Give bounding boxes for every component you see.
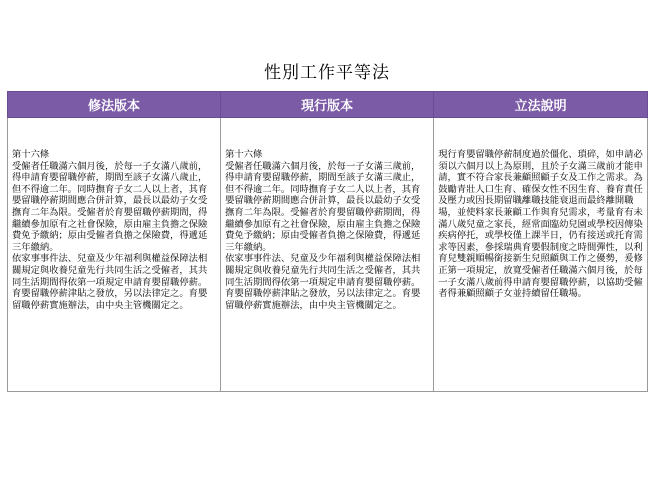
header-amended-version: 修法版本 xyxy=(8,92,221,118)
paragraph-3: 育嬰留職停薪津貼之發放，另以法律定之。育嬰留職停薪實施辦法，由中央主管機關定之。 xyxy=(225,288,421,311)
header-legislative-explanation: 立法說明 xyxy=(434,92,648,118)
paragraph-3: 育嬰留職停薪津貼之發放，另以法律定之。育嬰留職停薪實施辦法，由中央主管機關定之。 xyxy=(12,288,208,311)
document-title: 性別工作平等法 xyxy=(264,63,390,83)
article-number: 第十六條 xyxy=(225,149,263,160)
paragraph-1: 受僱者任職滿六個月後，於每一子女滿八歲前，得申請育嬰留職停薪，期間至該子女滿八歲止，但不得逾二年。同時撫育子女二人以上者，其育嬰留職停薪期間應合併計算，最長以最幼子女受撫育二年為限。受僱者於育嬰留職停薪期間，得繼續參加原有之社會保險，原由雇主負擔之保險費免予繳納；原由受僱者負擔之保險費，得遞延三年繳納。 xyxy=(12,160,208,253)
cell-legislative-explanation xyxy=(434,118,648,392)
paragraph-1: 受僱者任職滿六個月後，於每一子女滿三歲前，得申請育嬰留職停薪，期間至該子女滿三歲止，但不得逾二年。同時撫育子女二人以上者，其育嬰留職停薪期間應合併計算，最長以最幼子女受撫育二年為限。受僱者於育嬰留職停薪期間，得繼續參加原有之社會保險，原由雇主負擔之保險費免予繳納；原由受僱者負擔之保險費，得遞延三年繳納。 xyxy=(225,160,421,253)
cell-current-version xyxy=(221,118,434,392)
comparison-table xyxy=(7,91,648,392)
explanation-text: 現行育嬰留職停薪制度過於僵化、瑣碎，如申請必須以六個月以上為原則，且於子女滿三歲前才能申請，實不符合家長兼顧照顧子女及工作之需求。為鼓勵青壯人口生育、確保女性不因生育、養育責任及壓力或因長期留職離職技能衰退而最終離開職場，並使料家長兼顧工作與育兒需求，考量育有未滿八歲兒童之家長，經常面臨幼兒園或學校因傳染疾病停托，或學校僅上課半日，仍有接送或托育需求等因素，參採瑞典育嬰假制度之時間彈性，以利育兒雙親順暢銜接新生兒照顧與工作之優勢，爰修正第一項規定，放寬受僱者任職滿六個月後，於每一子女滿八歲前得申請育嬰留職停薪，以協助受僱者得兼顧照顧子女並持續留任職場。 xyxy=(438,149,643,300)
paragraph-2: 依家事事件法、兒童及少年福利與權益保障法相關規定與收養兒童先行共同生活之受僱者，其共同生活期間得依第一項規定申請育嬰留職停薪。 xyxy=(225,253,421,288)
article-number: 第十六條 xyxy=(12,149,50,160)
table-row xyxy=(8,118,648,392)
cell-amended-version xyxy=(8,118,221,392)
paragraph-2: 依家事事件法、兒童及少年福利與權益保障法相關規定與收養兒童先行共同生活之受僱者，其共同生活期間得依第一項規定申請育嬰留職停薪。 xyxy=(12,253,208,288)
header-current-version: 現行版本 xyxy=(221,92,434,118)
table-header-row xyxy=(8,92,648,118)
